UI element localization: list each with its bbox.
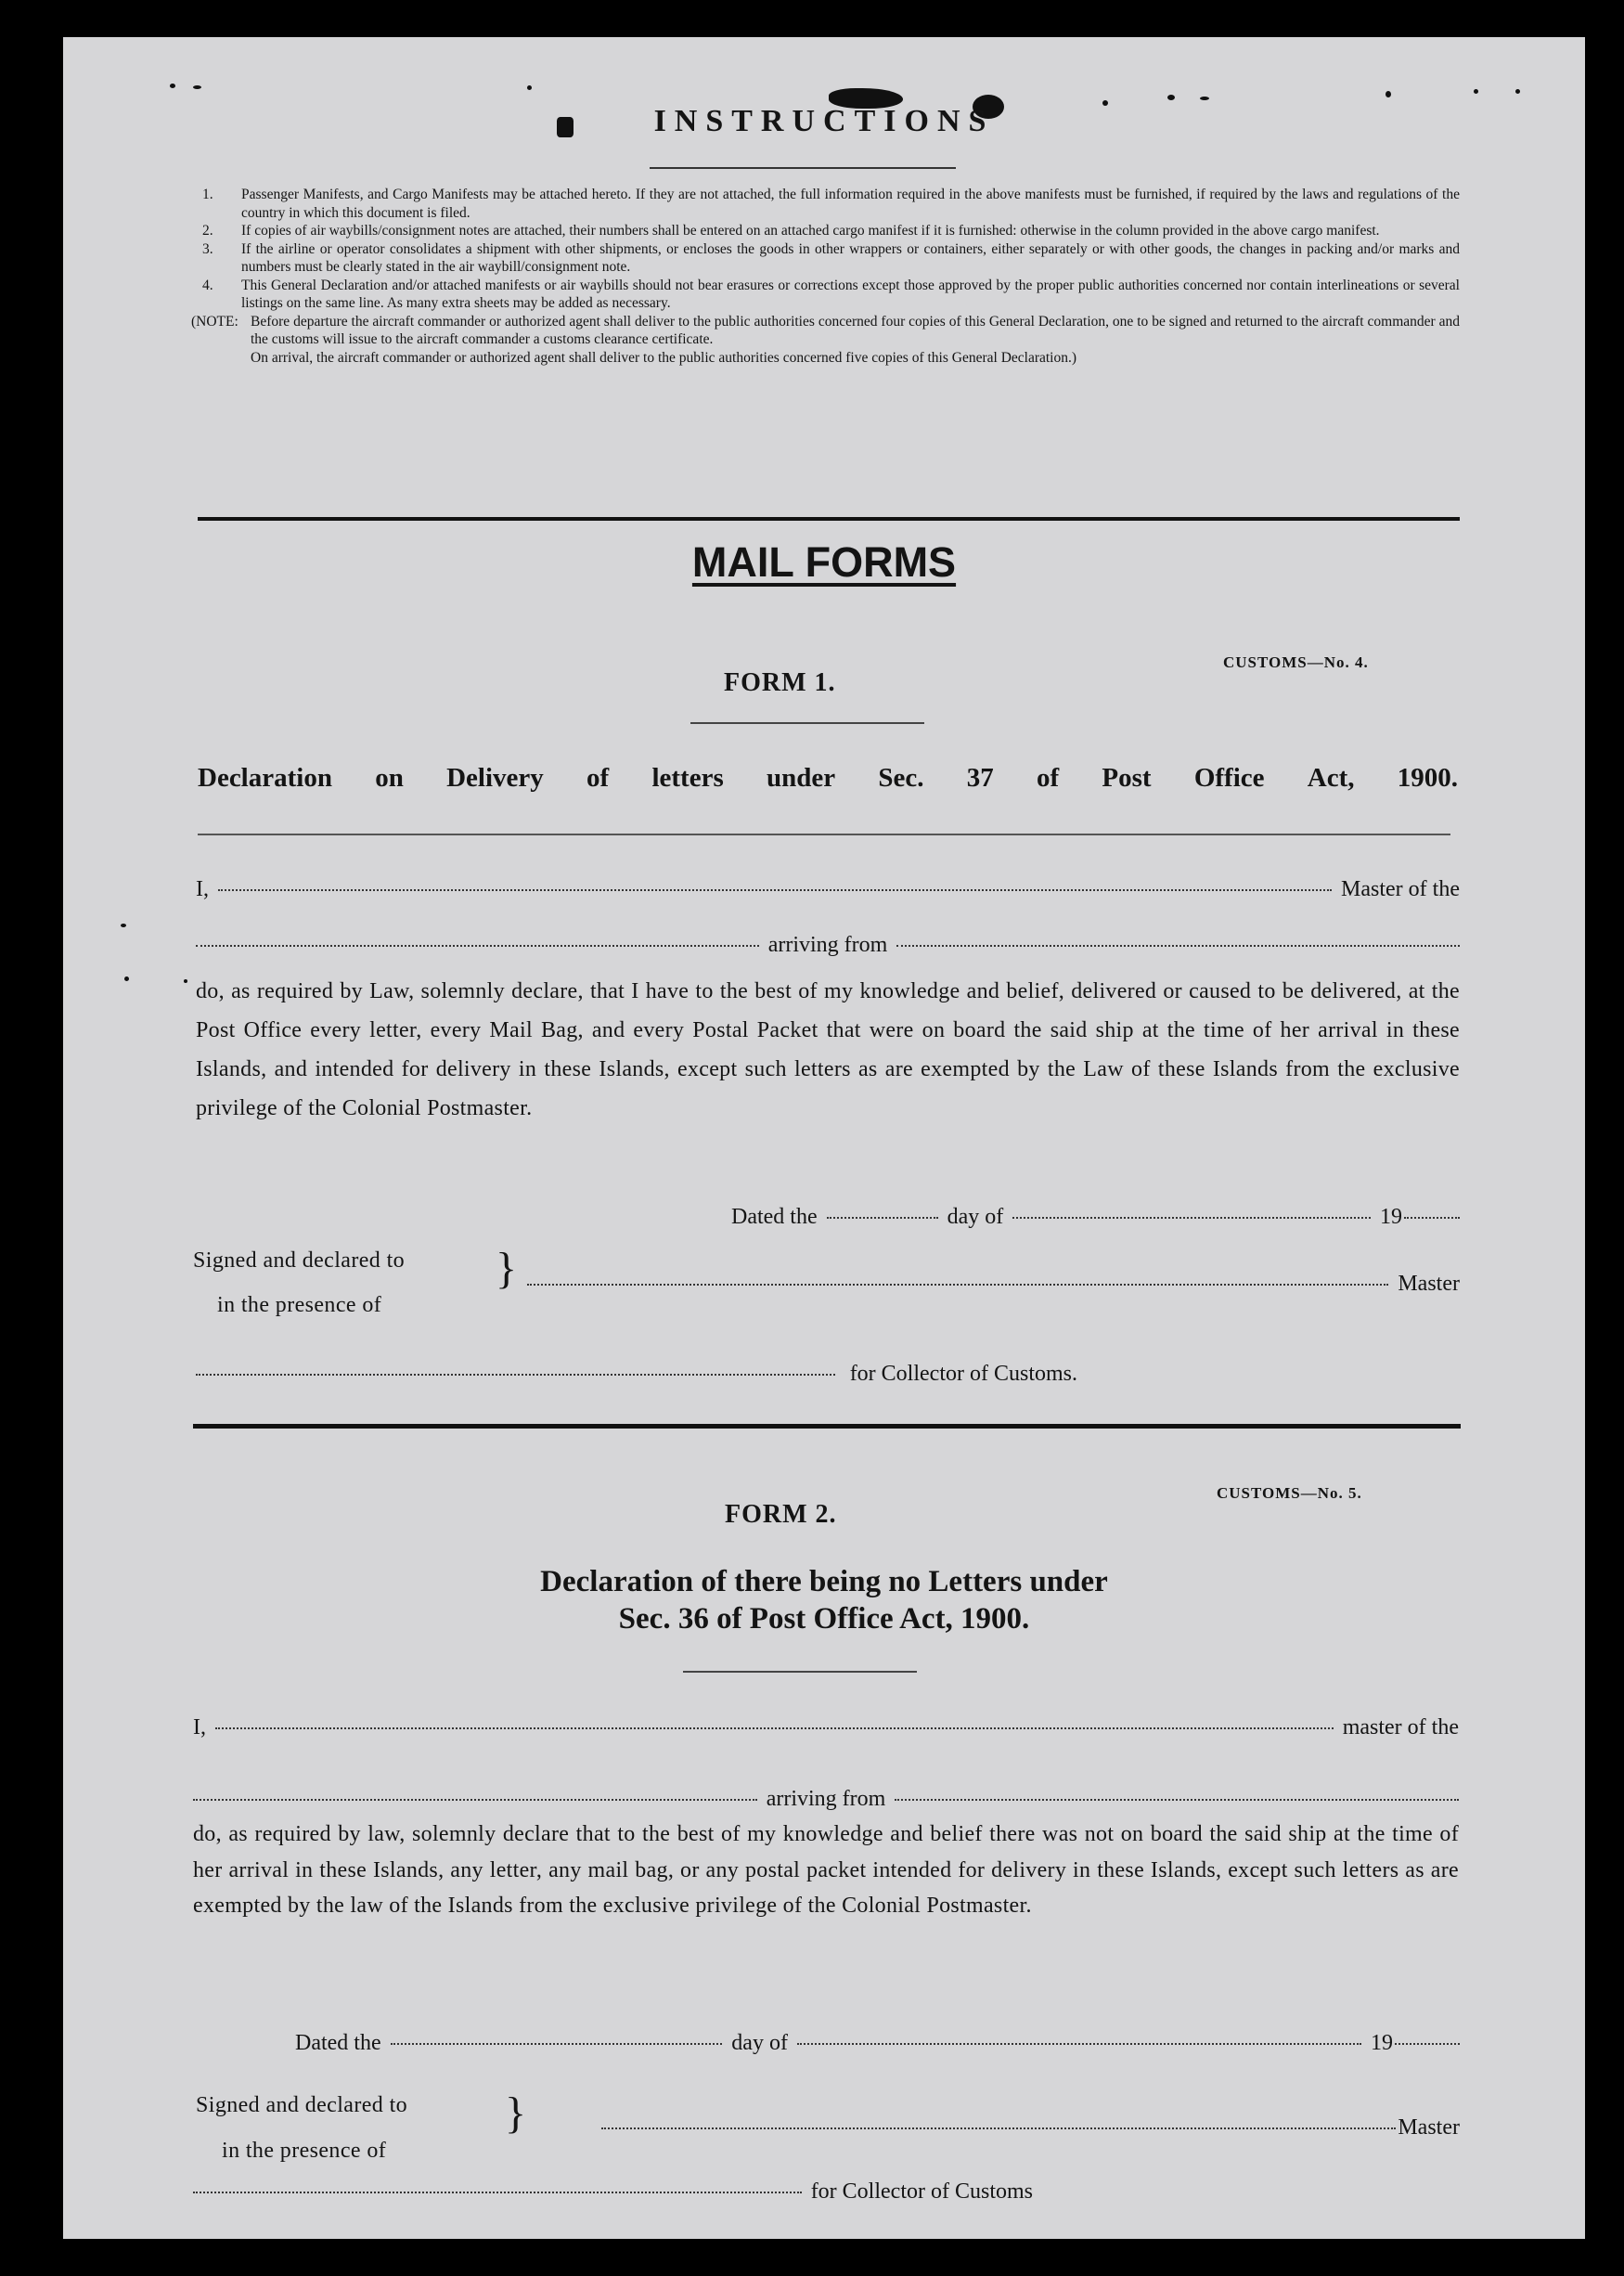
- item-number: 1.: [202, 187, 213, 202]
- section-divider: [193, 1424, 1461, 1429]
- line-label: day of: [731, 2031, 788, 2055]
- master-name-field[interactable]: [215, 1727, 1334, 1729]
- dated-line: [295, 2031, 1460, 2056]
- heading-word: of: [1037, 763, 1060, 793]
- ship-origin-line: [196, 933, 1460, 958]
- heading-word: Post: [1102, 763, 1152, 793]
- instruction-item: [202, 240, 1460, 277]
- heading-word: Sec.: [878, 763, 924, 793]
- heading-word: Office: [1193, 763, 1265, 793]
- ink-speck: [527, 85, 532, 90]
- line-label: Master: [1398, 2115, 1460, 2140]
- ship-origin-line: [193, 1787, 1459, 1812]
- ink-speck: [1515, 89, 1520, 94]
- brace: }: [496, 1244, 518, 1293]
- section-divider: [198, 517, 1460, 521]
- customs-number: CUSTOMS—No. 5.: [1217, 1484, 1362, 1502]
- title-underline: [650, 167, 956, 169]
- line-label: 19: [1371, 2031, 1393, 2055]
- presence-label: in the presence of: [217, 1293, 382, 1317]
- form2-heading-line1: Declaration of there being no Letters under: [540, 1565, 1108, 1598]
- line-label: Dated the: [295, 2031, 381, 2055]
- form1-declaration-text: do, as required by Law, solemnly declare, that I have to the best of my knowledge and belief, delivered or caused to be delivered, at the Post Office every letter, every Mail Bag, and every Postal Packet that were on board the said ship at the time of her arrival in these Islands, and intended for delivery in these Islands, except such letters as are exempted by the Law of these Islands from the exclusive privilege of the Colonial Postmaster.: [196, 979, 1460, 1120]
- title-dash: [683, 1671, 917, 1673]
- ship-name-field[interactable]: [196, 945, 759, 947]
- day-field[interactable]: [391, 2043, 723, 2045]
- line-label: for Collector of Customs.: [849, 1362, 1077, 1386]
- item-text: This General Declaration and/or attached manifests or air waybills should not bear erasures or corrections except those approved by the proper public authorities concerned nor contain interlineations or several listings on the same line. As many extra sheets may be added as necessary.: [241, 277, 1460, 311]
- line-label: day of: [947, 1205, 1004, 1229]
- master-signature-field[interactable]: [527, 1284, 1388, 1286]
- signed-label: Signed and declared to: [193, 1248, 406, 1273]
- document-page: [63, 37, 1585, 2239]
- heading-word: on: [375, 763, 404, 793]
- origin-field[interactable]: [896, 945, 1460, 947]
- presence-label: in the presence of: [222, 2139, 387, 2163]
- ink-speck: [1167, 95, 1175, 100]
- origin-field[interactable]: [895, 1799, 1459, 1801]
- year-field[interactable]: [1404, 1217, 1460, 1219]
- form2-heading-line2: Sec. 36 of Post Office Act, 1900.: [618, 1602, 1030, 1636]
- line-label: arriving from: [767, 933, 888, 957]
- note-text: Before departure the aircraft commander or authorized agent shall deliver to the public authorities concerned four copies of this General Declaration, one to be signed and returned to the aircraft commander and the customs will issue to the aircraft commander a customs clearance certificate.: [251, 313, 1460, 347]
- ink-speck: [193, 85, 201, 89]
- heading-word: Act,: [1307, 763, 1355, 793]
- instruction-item: [202, 277, 1460, 313]
- heading-word: under: [766, 763, 836, 793]
- heading-word: letters: [651, 763, 724, 793]
- instruction-note: [191, 313, 1460, 349]
- heading-word: of: [586, 763, 610, 793]
- master-name-line: [193, 1715, 1459, 1740]
- mail-forms-title: MAIL FORMS: [691, 538, 957, 586]
- form-title: FORM 1.: [724, 668, 836, 697]
- customs-number: CUSTOMS—No. 4.: [1223, 653, 1369, 671]
- title-dash: [690, 722, 924, 724]
- dated-line: [731, 1205, 1460, 1230]
- master-signature-line: [592, 2115, 1460, 2140]
- collector-signature-field[interactable]: [193, 2192, 802, 2193]
- heading-word: Delivery: [446, 763, 544, 793]
- heading-word: Declaration: [198, 763, 332, 793]
- ink-speck: [1474, 89, 1478, 94]
- ink-speck: [1200, 97, 1209, 100]
- form1-heading: [198, 763, 1458, 794]
- signed-label: Signed and declared to: [196, 2093, 408, 2117]
- line-label: arriving from: [766, 1787, 886, 1811]
- brace: }: [505, 2088, 527, 2138]
- line-label: Dated the: [731, 1205, 818, 1229]
- heading-word: 37: [966, 763, 994, 793]
- ship-name-field[interactable]: [193, 1799, 757, 1801]
- day-field[interactable]: [827, 1217, 938, 1219]
- master-signature-line: [518, 1272, 1460, 1297]
- instruction-item: [202, 222, 1460, 240]
- line-label: I,: [196, 877, 209, 901]
- month-field[interactable]: [797, 2043, 1361, 2045]
- item-number: 4.: [202, 277, 213, 293]
- year-field[interactable]: [1395, 2043, 1460, 2045]
- collector-line: [196, 1362, 1077, 1387]
- note-text-arrival: On arrival, the aircraft commander or authorized agent shall deliver to the public authorities concerned five copies of this General Declaration.): [251, 349, 1077, 366]
- month-field[interactable]: [1012, 1217, 1371, 1219]
- ink-speck: [121, 924, 126, 927]
- item-number: 2.: [202, 223, 213, 239]
- instruction-item: [202, 186, 1460, 222]
- line-label: Master of the: [1341, 877, 1460, 901]
- item-text: Passenger Manifests, and Cargo Manifests may be attached hereto. If they are not attached, the full information required in the above manifests must be furnished, if required by the laws and regulations of the country in which this document is filed.: [241, 187, 1460, 221]
- master-name-line: [196, 877, 1460, 902]
- heading-rule: [198, 834, 1450, 835]
- note-label: (NOTE:: [191, 313, 238, 330]
- instructions-list: [191, 186, 1460, 367]
- ink-speck: [124, 976, 129, 981]
- collector-signature-field[interactable]: [196, 1374, 835, 1376]
- heading-word: 1900.: [1397, 763, 1458, 793]
- line-label: 19: [1380, 1205, 1402, 1229]
- line-label: master of the: [1342, 1715, 1459, 1739]
- item-number: 3.: [202, 240, 213, 257]
- ink-speck: [1386, 91, 1391, 97]
- ink-speck: [184, 979, 187, 983]
- master-name-field[interactable]: [218, 889, 1332, 891]
- line-label: I,: [193, 1715, 206, 1739]
- instructions-title: INSTRUCTIONS: [653, 104, 995, 138]
- item-text: If copies of air waybills/consignment notes are attached, their numbers shall be entered on an attached cargo manifest if it is furnished: otherwise in the column provided in the above cargo manifest.: [241, 223, 1380, 239]
- ink-speck: [170, 84, 175, 88]
- form2-declaration-text: do, as required by law, solemnly declare that to the best of my knowledge and belief there was not on board the said ship at the time of her arrival in these Islands, any letter, any mail bag, or any postal packet intended for delivery in these Islands, except such letters as are exempted by the law of the Islands from the exclusive privilege of the Colonial Postmaster.: [193, 1822, 1459, 1918]
- line-label: Master: [1398, 1272, 1460, 1296]
- form-title: FORM 2.: [725, 1500, 837, 1529]
- line-label: for Collector of Customs: [810, 2179, 1033, 2204]
- master-signature-field[interactable]: [601, 2127, 1396, 2129]
- item-text: If the airline or operator consolidates a shipment with other shipments, or encloses the goods in other wrappers or containers, either separately or with other goods, the changes in packing and/or marks and numbers must be clearly stated in the air waybill/consignment note.: [241, 240, 1460, 275]
- collector-line: [193, 2179, 1033, 2205]
